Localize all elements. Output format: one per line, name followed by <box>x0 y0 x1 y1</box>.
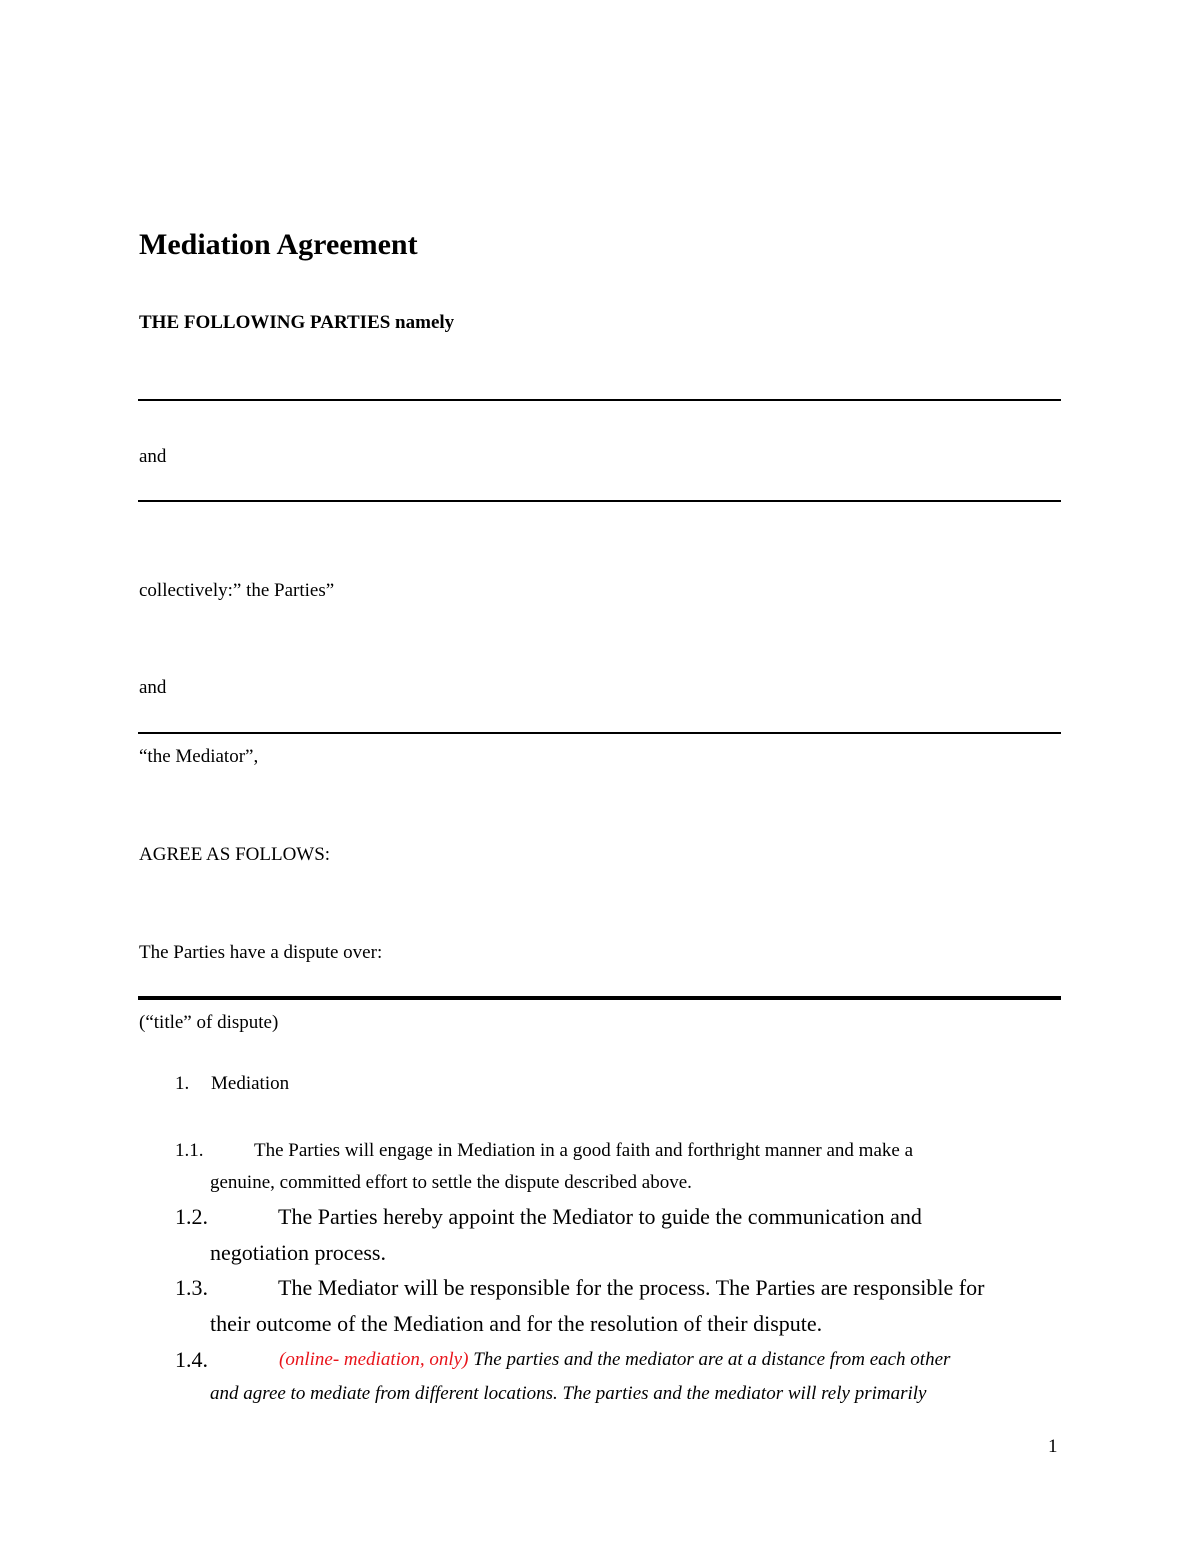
clause-line-wrapper <box>279 1349 950 1371</box>
page-number: 1 <box>1048 1436 1058 1457</box>
document-title: Mediation Agreement <box>139 228 418 261</box>
mediator-blank-line <box>138 732 1061 734</box>
party-one-blank-line <box>138 399 1061 401</box>
dispute-intro: The Parties have a dispute over: <box>139 942 383 963</box>
clause-text-line: genuine, committed effort to settle the dispute described above. <box>210 1172 692 1193</box>
collectively-label: collectively:” the Parties” <box>139 580 335 601</box>
and-connector: and <box>139 446 167 467</box>
party-two-blank-line <box>138 500 1061 502</box>
clause-text-line: The parties and the mediator are at a distance from each other <box>473 1349 951 1370</box>
clause-text-line: The Mediator will be responsible for the process. The Parties are responsible for <box>278 1275 985 1300</box>
clause-number: 1.3. <box>175 1275 208 1300</box>
and-connector: and <box>139 677 167 698</box>
clause-text-line: The Parties will engage in Mediation in a good faith and forthright manner and make a <box>254 1140 913 1161</box>
clause-text-line: negotiation process. <box>210 1240 386 1265</box>
section-number: 1. <box>175 1073 190 1094</box>
clause-number: 1.2. <box>175 1204 208 1229</box>
dispute-title-blank-line <box>138 996 1061 1000</box>
clause-number: 1.4. <box>175 1347 208 1372</box>
dispute-title-label: (“title” of dispute) <box>139 1012 279 1033</box>
clause-text-line: and agree to mediate from different locations. The parties and the mediator will rely primarily <box>210 1383 927 1404</box>
online-mediation-note: (online- mediation, only) <box>279 1349 469 1370</box>
section-heading: Mediation <box>211 1073 290 1094</box>
parties-heading: THE FOLLOWING PARTIES namely <box>139 312 455 333</box>
clause-text-line: their outcome of the Mediation and for the resolution of their dispute. <box>210 1311 823 1336</box>
agree-heading: AGREE AS FOLLOWS: <box>139 844 331 865</box>
clause-text-line: The Parties hereby appoint the Mediator to guide the communication and <box>278 1204 922 1229</box>
clause-number: 1.1. <box>175 1140 204 1161</box>
mediator-label: “the Mediator”, <box>139 746 259 767</box>
